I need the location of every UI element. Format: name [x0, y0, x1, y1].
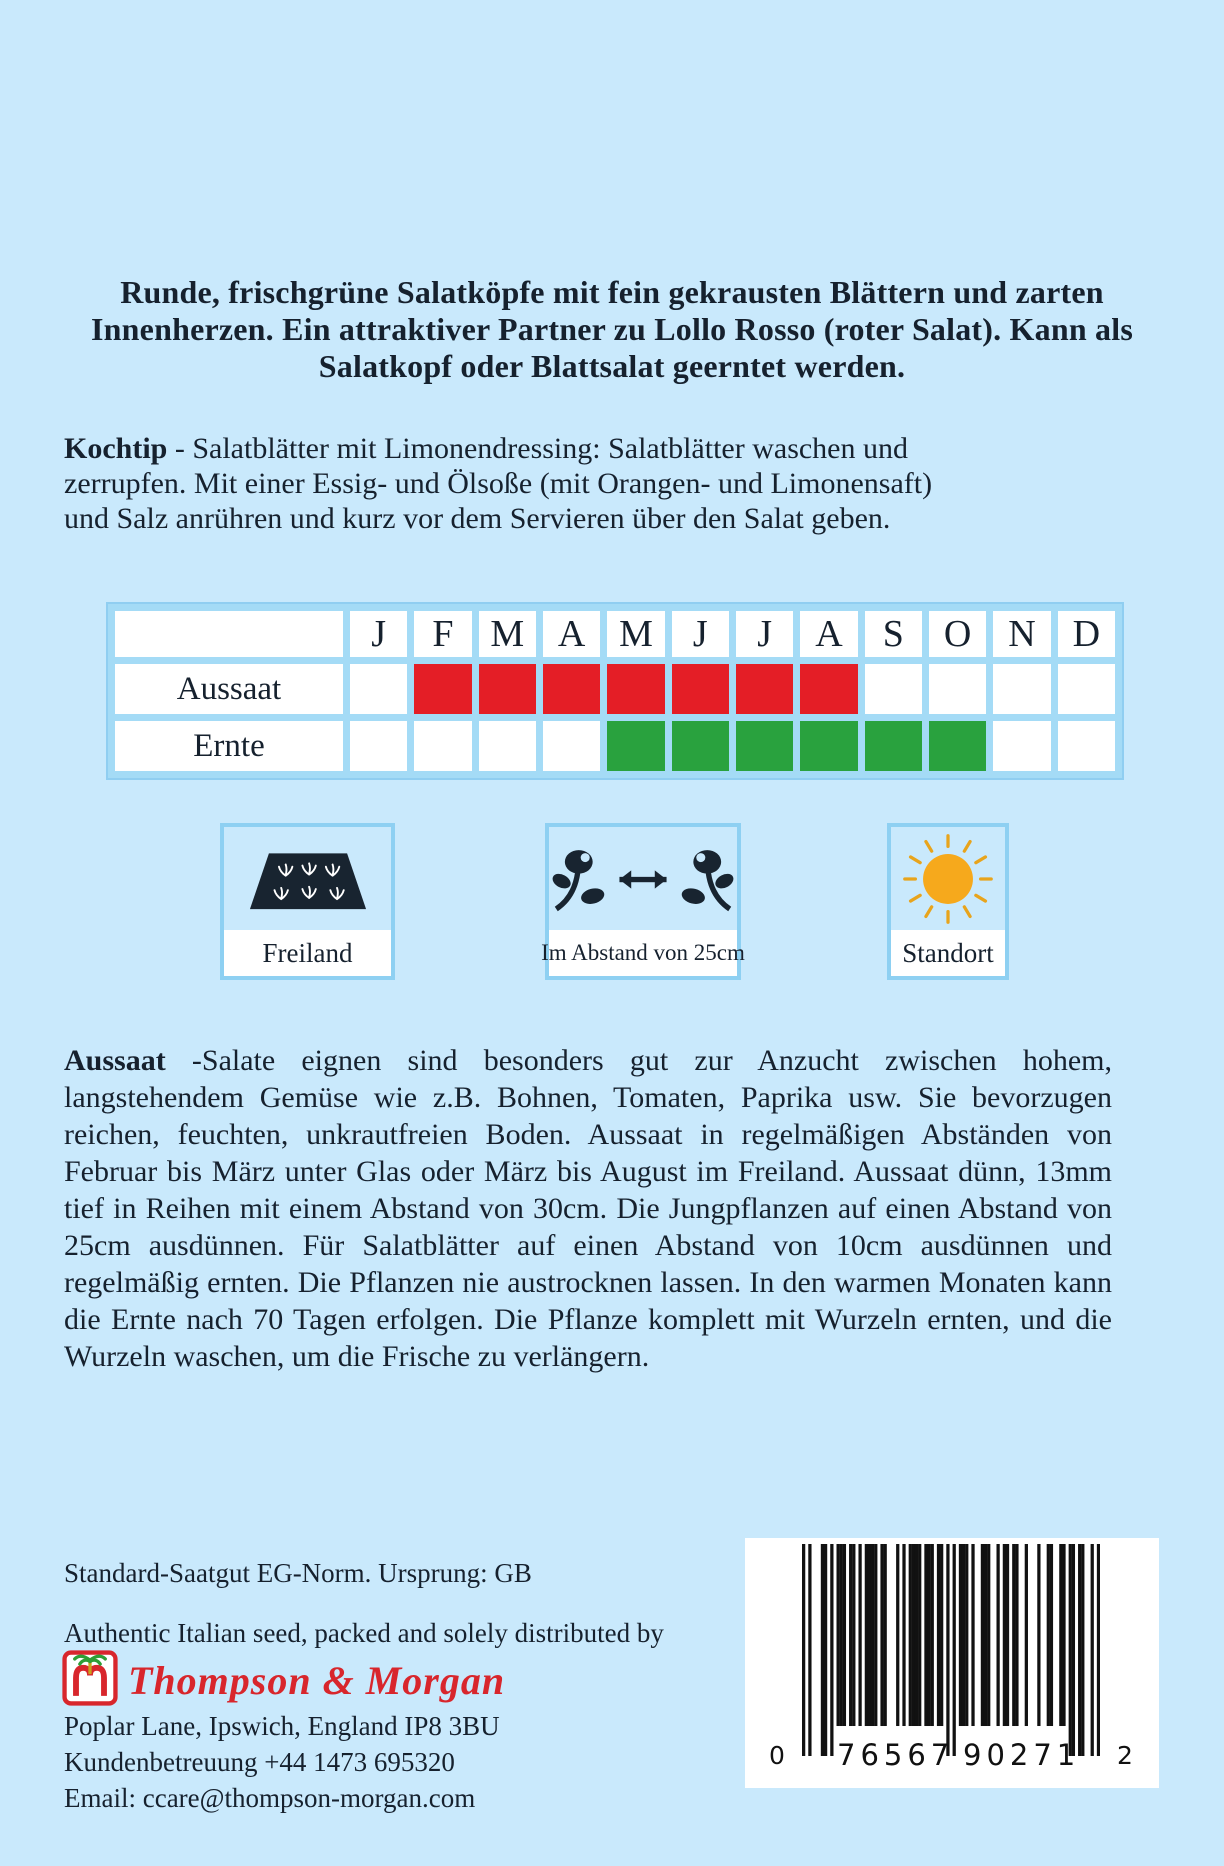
calendar-month-cell	[543, 721, 600, 771]
calendar-month-cell	[865, 721, 922, 771]
barcode-digit-left: 0	[769, 1741, 785, 1770]
standort-label: Standort	[891, 930, 1005, 976]
calendar-month-cell	[414, 721, 471, 771]
spacing-box	[541, 823, 745, 980]
barcode-digit-group2: 90271	[963, 1738, 1081, 1772]
sowing-calendar	[108, 604, 1122, 778]
calendar-month-cell	[736, 721, 793, 771]
distribution-text: Authentic Italian seed, packed and solely distributed by	[64, 1618, 664, 1648]
barcode	[745, 1538, 1159, 1788]
spacing-label: Im Abstand von 25cm	[549, 930, 737, 976]
month-header-cell: M	[607, 611, 664, 657]
barcode-digit-group1: 76567	[837, 1738, 955, 1772]
aussaat-text: -Salate eignen sind besonders gut zur Anzucht zwischen hohem, langstehendem Gemüse wie z.B. Bohnen, Tomaten, Paprika usw. Sie bevorzugen reichen, feuchten, unkrautfreien Boden. Aussaat in regelmäßigen Abständen von Februar bis März unter Glas oder März bis August im Freiland. Aussaat dünn, 13mm tief in Reihen mit einem Abstand von 30cm. Die Jungpflanzen auf einen Abstand von 25cm ausdünnen. Für Salatblätter auf einen Abstand von 10cm ausdünnen und regelmäßig ernten. Die Pflanzen nie austrocknen lassen. In den warmen Monaten kann die Ernte nach 70 Tagen erfolgen. Die Pflanze komplett mit Wurzeln ernten, und die Wurzeln waschen, um die Frische zu verlängern.	[64, 1044, 1112, 1373]
address-block	[64, 1708, 500, 1816]
calendar-month-cell	[1058, 664, 1115, 714]
month-header-cell: M	[479, 611, 536, 657]
calendar-month-cell	[865, 664, 922, 714]
month-header-cell: S	[865, 611, 922, 657]
month-header-cell: D	[1058, 611, 1115, 657]
sun-icon	[891, 827, 1005, 930]
calendar-row-label: Ernte	[115, 721, 343, 771]
month-header-cell: N	[993, 611, 1050, 657]
calendar-month-cell	[672, 721, 729, 771]
calendar-month-cell	[993, 721, 1050, 771]
month-header-cell: A	[800, 611, 857, 657]
calendar-month-cell	[1058, 721, 1115, 771]
freiland-label: Freiland	[224, 930, 391, 976]
calendar-month-cell	[479, 664, 536, 714]
field-icon	[224, 827, 391, 930]
aussaat-label: Aussaat	[64, 1044, 166, 1077]
calendar-month-cell	[350, 664, 407, 714]
standort-box	[887, 823, 1009, 980]
phone-line: Kundenbetreuung +44 1473 695320	[64, 1747, 455, 1777]
month-header-cell: F	[414, 611, 471, 657]
kochtip-label: Kochtip	[64, 432, 168, 465]
intro-paragraph: Runde, frischgrüne Salatköpfe mit fein gekrausten Blättern und zarten Innenherzen. Ein attraktiver Partner zu Lollo Rosso (roter Salat). Kann als Salatkopf oder Blattsalat geerntet werden.	[91, 274, 1133, 384]
calendar-month-cell	[479, 721, 536, 771]
standard-norm-text: Standard-Saatgut EG-Norm. Ursprung: GB	[64, 1558, 532, 1588]
brand-name: Thompson & Morgan	[128, 1657, 506, 1703]
month-header-cell: J	[672, 611, 729, 657]
month-header-cell: A	[543, 611, 600, 657]
calendar-month-cell	[929, 664, 986, 714]
calendar-row-label: Aussaat	[115, 664, 343, 714]
kochtip-text: - Salatblätter mit Limonendressing: Salatblätter waschen und zerrupfen. Mit einer Essig- und Ölsoße (mit Orangen- und Limonensaft) und Salz anrühren und kurz vor dem Servieren über den Salat geben.	[64, 432, 933, 535]
month-header-cell: O	[929, 611, 986, 657]
freiland-box	[220, 823, 395, 980]
calendar-month-cell	[414, 664, 471, 714]
kochtip-paragraph	[64, 431, 974, 536]
calendar-month-cell	[607, 664, 664, 714]
calendar-month-cell	[800, 664, 857, 714]
month-header-cell: J	[736, 611, 793, 657]
calendar-month-cell	[993, 664, 1050, 714]
month-header-cell: J	[350, 611, 407, 657]
calendar-month-cell	[607, 721, 664, 771]
calendar-month-cell	[800, 721, 857, 771]
calendar-month-cell	[736, 664, 793, 714]
aussaat-paragraph	[64, 1042, 1112, 1375]
calendar-month-cell	[543, 664, 600, 714]
calendar-corner-cell	[115, 611, 343, 657]
email-line: Email: ccare@thompson-morgan.com	[64, 1783, 476, 1813]
calendar-month-cell	[350, 721, 407, 771]
brand-row	[62, 1650, 505, 1711]
address-line: Poplar Lane, Ipswich, England IP8 3BU	[64, 1711, 500, 1741]
calendar-month-cell	[929, 721, 986, 771]
calendar-month-cell	[672, 664, 729, 714]
plant-spacing-icon	[549, 827, 737, 930]
thompson-morgan-logo-icon	[62, 1650, 118, 1711]
barcode-digit-right: 2	[1117, 1741, 1133, 1770]
